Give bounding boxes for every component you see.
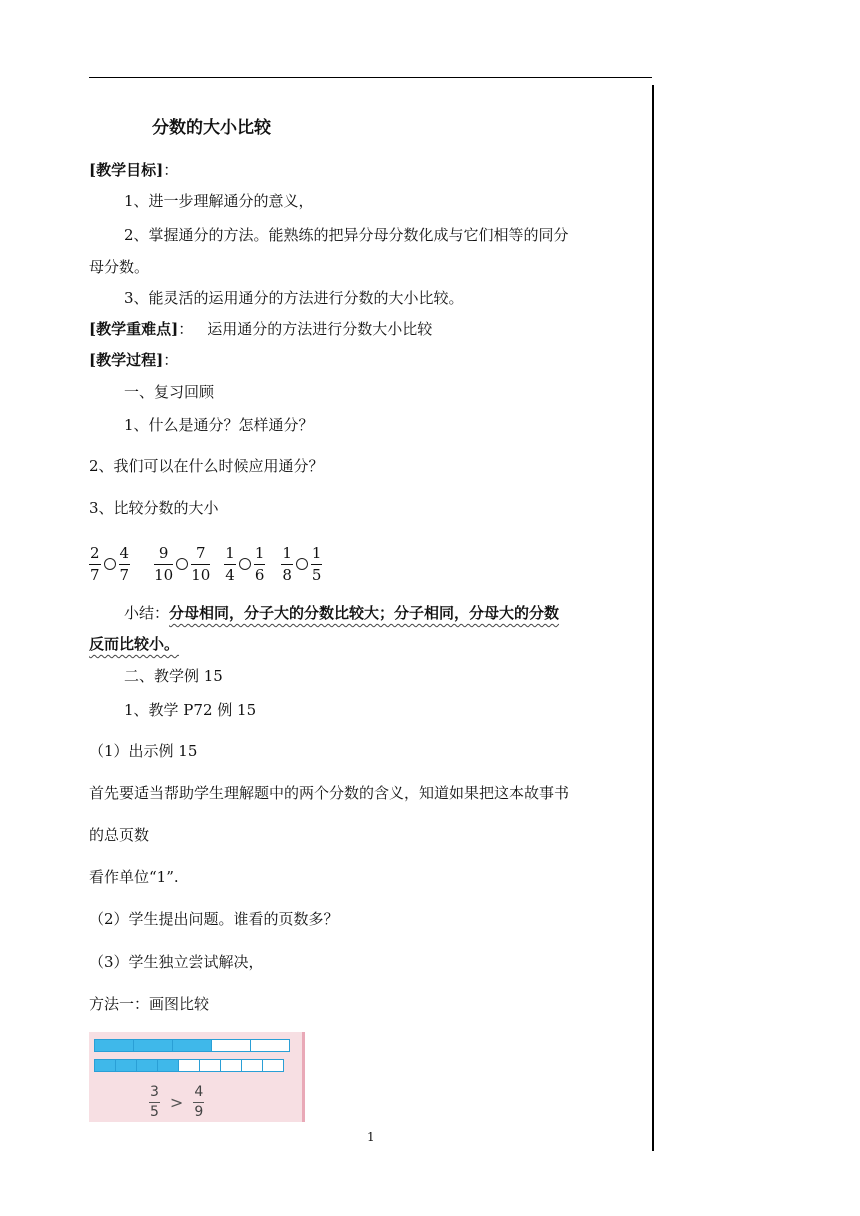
page-title: 分数的大小比较 <box>152 118 271 138</box>
keypoints-heading <box>89 319 432 339</box>
page-number: 1 <box>367 1130 375 1144</box>
summary-text-b: 反而比较小。 <box>89 635 180 653</box>
summary-line-2 <box>89 634 179 654</box>
objectives-heading <box>89 160 178 180</box>
compare-circle <box>104 558 116 570</box>
process-label: [教学过程] <box>89 351 164 369</box>
fraction: $\frac{1}{4}$ <box>225 543 235 584</box>
step-1: （1）出示例 15 <box>89 742 198 760</box>
empty-part <box>178 1059 200 1072</box>
objective-2b: 母分数。 <box>89 258 150 276</box>
filled-part <box>133 1039 173 1052</box>
filled-part <box>115 1059 137 1072</box>
empty-part <box>220 1059 242 1072</box>
summary-line-1 <box>124 603 559 623</box>
fraction: $\frac{1}{6}$ <box>254 543 265 584</box>
fraction: $\frac{9}{10}$ <box>154 543 174 584</box>
fraction: $\frac{1}{5}$ <box>311 543 322 584</box>
summary-label: 小结： <box>124 604 170 622</box>
objectives-label: [教学目标] <box>89 161 164 179</box>
fraction-bar-bottom <box>94 1059 283 1072</box>
objective-1: 1、进一步理解通分的意义， <box>124 192 314 210</box>
step-3: （3）学生独立尝试解决， <box>89 953 264 971</box>
top-rule <box>89 77 652 78</box>
section-review: 一、复习回顾 <box>124 383 215 401</box>
objective-3: 3、能灵活的运用通分的方法进行分数的大小比较。 <box>124 289 464 307</box>
keypoints-text: 运用通分的方法进行分数大小比较 <box>207 320 433 338</box>
fraction: $\frac{1}{8}$ <box>282 543 292 584</box>
figure-fraction-left: $\frac{3}{5}$ <box>150 1084 159 1120</box>
review-question-2: 2、我们可以在什么时候应用通分？ <box>89 457 324 475</box>
side-rule <box>652 85 654 1151</box>
empty-part <box>262 1059 284 1072</box>
explanation-line-1: 首先要适当帮助学生理解题中的两个分数的含义，知道如果把这本故事书 <box>89 784 570 802</box>
compare-circle <box>239 558 251 570</box>
filled-part <box>94 1039 134 1052</box>
process-heading <box>89 350 178 370</box>
fraction: $\frac{2}{7}$ <box>90 543 100 584</box>
example-heading: 1、教学 P72 例 15 <box>124 701 257 719</box>
step-2: （2）学生提出问题。谁看的页数多？ <box>89 910 339 928</box>
empty-part <box>199 1059 221 1072</box>
review-question-3: 3、比较分数的大小 <box>89 499 219 517</box>
greater-than-symbol: > <box>169 1093 184 1112</box>
fraction: $\frac{4}{7}$ <box>119 543 130 584</box>
filled-part <box>136 1059 158 1072</box>
explanation-line-3: 看作单位“1”. <box>89 868 179 886</box>
empty-part <box>241 1059 263 1072</box>
figure-edge <box>302 1032 305 1122</box>
figure-comparison <box>149 1085 204 1120</box>
keypoints-label: [教学重难点] <box>89 320 179 338</box>
fraction-bar-top <box>94 1039 289 1052</box>
explanation-line-2: 的总页数 <box>89 826 150 844</box>
compare-circle <box>296 558 308 570</box>
fraction: $\frac{7}{10}$ <box>191 543 211 584</box>
compare-circle <box>176 558 188 570</box>
figure-fraction-right: $\frac{4}{9}$ <box>194 1084 204 1120</box>
keypoints-colon: ： <box>178 320 194 338</box>
filled-part <box>94 1059 116 1072</box>
summary-text-a: 分母相同，分子大的分数比较大；分子相同，分母大的分数 <box>169 604 560 622</box>
fraction-bar-figure <box>89 1032 305 1122</box>
section-example: 二、教学例 15 <box>124 667 223 685</box>
objectives-colon: ： <box>163 161 179 179</box>
method-1: 方法一：画图比较 <box>89 995 210 1013</box>
review-question-1: 1、什么是通分？怎样通分？ <box>124 416 314 434</box>
empty-part <box>211 1039 251 1052</box>
empty-part <box>250 1039 290 1052</box>
fraction-comparisons <box>89 540 322 588</box>
process-colon: ： <box>163 351 179 369</box>
objective-2a: 2、掌握通分的方法。能熟练的把异分母分数化成与它们相等的同分 <box>124 226 569 244</box>
filled-part <box>157 1059 179 1072</box>
filled-part <box>172 1039 212 1052</box>
